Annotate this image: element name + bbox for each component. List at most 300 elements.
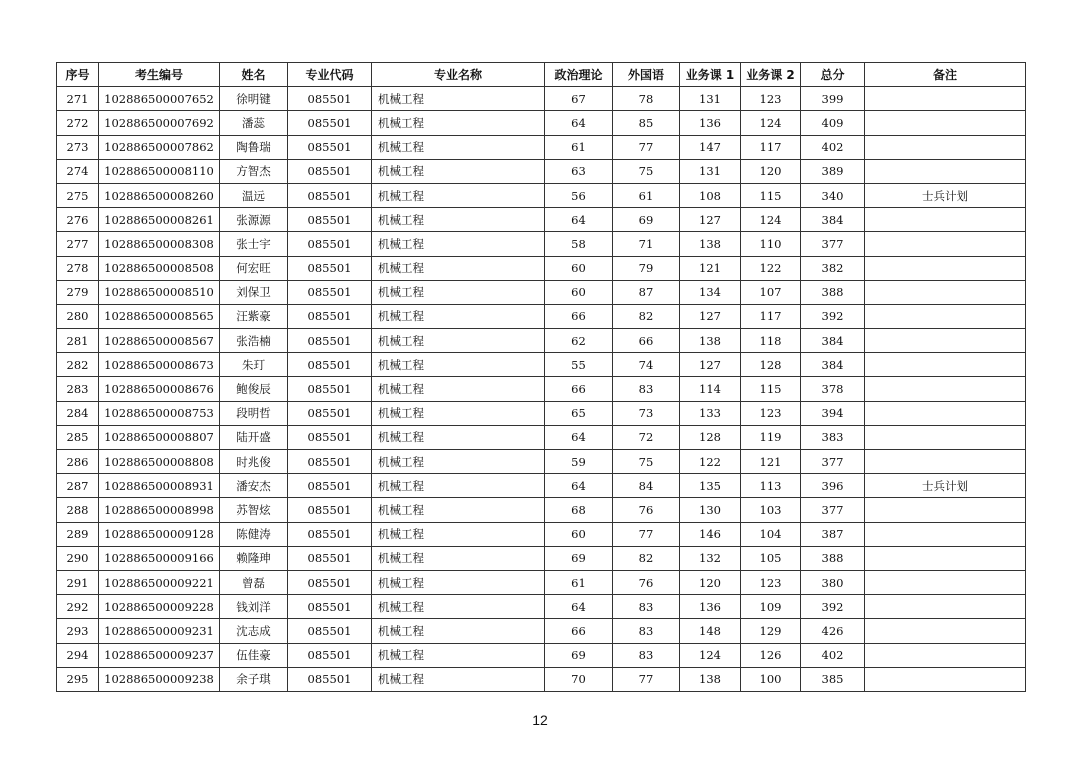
cell-total: 384 <box>801 208 865 232</box>
cell-course-2: 115 <box>741 377 801 401</box>
cell-foreign-language: 61 <box>613 183 680 207</box>
cell-course-2: 113 <box>741 474 801 498</box>
cell-course-1: 131 <box>680 159 741 183</box>
cell-foreign-language: 71 <box>613 232 680 256</box>
cell-exam-id: 102886500007652 <box>99 87 220 111</box>
table-row <box>57 280 1026 304</box>
cell-politics: 66 <box>545 377 613 401</box>
cell-major-code: 085501 <box>288 474 372 498</box>
cell-exam-id: 102886500009221 <box>99 570 220 594</box>
cell-remarks <box>865 111 1026 135</box>
table-row <box>57 377 1026 401</box>
cell-major-name: 机械工程 <box>372 643 545 667</box>
cell-course-1: 134 <box>680 280 741 304</box>
cell-major-code: 085501 <box>288 619 372 643</box>
table-row <box>57 208 1026 232</box>
cell-politics: 63 <box>545 159 613 183</box>
cell-total: 340 <box>801 183 865 207</box>
col-header-remarks: 备注 <box>865 63 1026 87</box>
cell-major-code: 085501 <box>288 667 372 691</box>
cell-name: 刘保卫 <box>220 280 288 304</box>
cell-course-2: 123 <box>741 401 801 425</box>
cell-seq: 289 <box>57 522 99 546</box>
cell-major-code: 085501 <box>288 570 372 594</box>
cell-total: 377 <box>801 450 865 474</box>
cell-politics: 69 <box>545 546 613 570</box>
cell-exam-id: 102886500009237 <box>99 643 220 667</box>
table-row <box>57 353 1026 377</box>
table-row <box>57 498 1026 522</box>
cell-course-2: 105 <box>741 546 801 570</box>
cell-seq: 287 <box>57 474 99 498</box>
cell-foreign-language: 78 <box>613 87 680 111</box>
cell-course-2: 119 <box>741 425 801 449</box>
table-row <box>57 183 1026 207</box>
col-header-total: 总分 <box>801 63 865 87</box>
cell-exam-id: 102886500008673 <box>99 353 220 377</box>
table-row <box>57 425 1026 449</box>
cell-major-code: 085501 <box>288 401 372 425</box>
cell-politics: 69 <box>545 643 613 667</box>
table-row <box>57 643 1026 667</box>
cell-major-name: 机械工程 <box>372 667 545 691</box>
cell-remarks <box>865 425 1026 449</box>
cell-politics: 65 <box>545 401 613 425</box>
cell-name: 苏智炫 <box>220 498 288 522</box>
cell-exam-id: 102886500008998 <box>99 498 220 522</box>
cell-remarks: 士兵计划 <box>865 183 1026 207</box>
cell-course-1: 138 <box>680 667 741 691</box>
cell-seq: 292 <box>57 595 99 619</box>
cell-course-1: 127 <box>680 304 741 328</box>
cell-seq: 279 <box>57 280 99 304</box>
cell-seq: 271 <box>57 87 99 111</box>
cell-major-name: 机械工程 <box>372 304 545 328</box>
cell-name: 段明哲 <box>220 401 288 425</box>
cell-course-2: 117 <box>741 135 801 159</box>
cell-exam-id: 102886500009238 <box>99 667 220 691</box>
cell-politics: 61 <box>545 135 613 159</box>
table-row <box>57 329 1026 353</box>
cell-major-code: 085501 <box>288 377 372 401</box>
cell-course-1: 147 <box>680 135 741 159</box>
cell-seq: 277 <box>57 232 99 256</box>
cell-total: 392 <box>801 595 865 619</box>
cell-course-1: 132 <box>680 546 741 570</box>
cell-foreign-language: 77 <box>613 522 680 546</box>
cell-major-code: 085501 <box>288 498 372 522</box>
cell-politics: 60 <box>545 522 613 546</box>
cell-exam-id: 102886500009128 <box>99 522 220 546</box>
cell-politics: 60 <box>545 256 613 280</box>
cell-total: 394 <box>801 401 865 425</box>
cell-course-1: 120 <box>680 570 741 594</box>
cell-total: 409 <box>801 111 865 135</box>
cell-foreign-language: 74 <box>613 353 680 377</box>
cell-total: 402 <box>801 643 865 667</box>
cell-politics: 64 <box>545 208 613 232</box>
cell-course-1: 131 <box>680 87 741 111</box>
cell-remarks <box>865 546 1026 570</box>
cell-politics: 70 <box>545 667 613 691</box>
cell-total: 388 <box>801 546 865 570</box>
cell-major-code: 085501 <box>288 183 372 207</box>
cell-major-code: 085501 <box>288 135 372 159</box>
cell-total: 402 <box>801 135 865 159</box>
col-header-seq: 序号 <box>57 63 99 87</box>
cell-major-code: 085501 <box>288 329 372 353</box>
cell-exam-id: 102886500008753 <box>99 401 220 425</box>
cell-name: 曾磊 <box>220 570 288 594</box>
cell-major-name: 机械工程 <box>372 353 545 377</box>
cell-remarks <box>865 450 1026 474</box>
cell-name: 陶鲁瑞 <box>220 135 288 159</box>
cell-seq: 282 <box>57 353 99 377</box>
cell-major-code: 085501 <box>288 111 372 135</box>
cell-major-name: 机械工程 <box>372 522 545 546</box>
cell-exam-id: 102886500008110 <box>99 159 220 183</box>
cell-foreign-language: 83 <box>613 595 680 619</box>
table-row <box>57 450 1026 474</box>
cell-remarks <box>865 208 1026 232</box>
cell-remarks <box>865 498 1026 522</box>
cell-course-2: 121 <box>741 450 801 474</box>
cell-exam-id: 102886500007692 <box>99 111 220 135</box>
cell-seq: 285 <box>57 425 99 449</box>
cell-major-name: 机械工程 <box>372 111 545 135</box>
cell-course-2: 128 <box>741 353 801 377</box>
cell-major-name: 机械工程 <box>372 474 545 498</box>
cell-politics: 59 <box>545 450 613 474</box>
cell-course-1: 135 <box>680 474 741 498</box>
cell-foreign-language: 82 <box>613 546 680 570</box>
cell-seq: 278 <box>57 256 99 280</box>
cell-exam-id: 102886500008931 <box>99 474 220 498</box>
cell-major-code: 085501 <box>288 87 372 111</box>
cell-seq: 283 <box>57 377 99 401</box>
cell-major-name: 机械工程 <box>372 87 545 111</box>
cell-exam-id: 102886500008567 <box>99 329 220 353</box>
cell-foreign-language: 79 <box>613 256 680 280</box>
cell-total: 389 <box>801 159 865 183</box>
cell-major-code: 085501 <box>288 450 372 474</box>
cell-seq: 295 <box>57 667 99 691</box>
cell-major-code: 085501 <box>288 595 372 619</box>
cell-major-code: 085501 <box>288 304 372 328</box>
cell-course-2: 110 <box>741 232 801 256</box>
cell-politics: 67 <box>545 87 613 111</box>
cell-name: 鲍俊辰 <box>220 377 288 401</box>
cell-exam-id: 102886500008260 <box>99 183 220 207</box>
cell-foreign-language: 77 <box>613 667 680 691</box>
cell-course-2: 123 <box>741 87 801 111</box>
cell-course-1: 130 <box>680 498 741 522</box>
table-row <box>57 570 1026 594</box>
admission-score-table <box>56 62 1026 692</box>
table-row <box>57 304 1026 328</box>
col-header-foreign-language: 外国语 <box>613 63 680 87</box>
cell-foreign-language: 82 <box>613 304 680 328</box>
col-header-politics: 政治理论 <box>545 63 613 87</box>
cell-politics: 64 <box>545 474 613 498</box>
cell-major-name: 机械工程 <box>372 159 545 183</box>
cell-exam-id: 102886500008676 <box>99 377 220 401</box>
cell-foreign-language: 76 <box>613 498 680 522</box>
cell-major-code: 085501 <box>288 280 372 304</box>
cell-foreign-language: 76 <box>613 570 680 594</box>
cell-remarks <box>865 232 1026 256</box>
cell-major-name: 机械工程 <box>372 595 545 619</box>
cell-major-name: 机械工程 <box>372 280 545 304</box>
header-row <box>57 63 1026 87</box>
cell-name: 陆开盛 <box>220 425 288 449</box>
cell-name: 潘蕊 <box>220 111 288 135</box>
cell-course-2: 124 <box>741 111 801 135</box>
cell-course-2: 124 <box>741 208 801 232</box>
cell-course-1: 133 <box>680 401 741 425</box>
table-body <box>57 87 1026 692</box>
cell-course-2: 100 <box>741 667 801 691</box>
cell-foreign-language: 69 <box>613 208 680 232</box>
cell-name: 时兆俊 <box>220 450 288 474</box>
cell-seq: 288 <box>57 498 99 522</box>
cell-course-1: 146 <box>680 522 741 546</box>
cell-exam-id: 102886500009166 <box>99 546 220 570</box>
cell-total: 392 <box>801 304 865 328</box>
cell-major-code: 085501 <box>288 208 372 232</box>
cell-name: 沈志成 <box>220 619 288 643</box>
cell-seq: 293 <box>57 619 99 643</box>
cell-course-1: 128 <box>680 425 741 449</box>
cell-course-2: 126 <box>741 643 801 667</box>
cell-name: 温远 <box>220 183 288 207</box>
cell-course-2: 104 <box>741 522 801 546</box>
cell-politics: 64 <box>545 595 613 619</box>
cell-major-name: 机械工程 <box>372 619 545 643</box>
cell-seq: 272 <box>57 111 99 135</box>
cell-seq: 281 <box>57 329 99 353</box>
cell-major-name: 机械工程 <box>372 425 545 449</box>
cell-course-1: 108 <box>680 183 741 207</box>
cell-course-2: 129 <box>741 619 801 643</box>
cell-foreign-language: 83 <box>613 643 680 667</box>
cell-foreign-language: 83 <box>613 377 680 401</box>
cell-major-code: 085501 <box>288 256 372 280</box>
cell-course-1: 138 <box>680 329 741 353</box>
cell-seq: 286 <box>57 450 99 474</box>
cell-major-name: 机械工程 <box>372 450 545 474</box>
cell-total: 399 <box>801 87 865 111</box>
cell-name: 余子琪 <box>220 667 288 691</box>
cell-seq: 291 <box>57 570 99 594</box>
cell-total: 426 <box>801 619 865 643</box>
cell-major-name: 机械工程 <box>372 183 545 207</box>
cell-course-2: 109 <box>741 595 801 619</box>
cell-major-code: 085501 <box>288 546 372 570</box>
cell-course-2: 120 <box>741 159 801 183</box>
cell-total: 377 <box>801 498 865 522</box>
cell-foreign-language: 66 <box>613 329 680 353</box>
cell-course-1: 122 <box>680 450 741 474</box>
cell-major-code: 085501 <box>288 159 372 183</box>
cell-course-2: 122 <box>741 256 801 280</box>
cell-course-1: 124 <box>680 643 741 667</box>
cell-seq: 275 <box>57 183 99 207</box>
cell-politics: 68 <box>545 498 613 522</box>
cell-total: 378 <box>801 377 865 401</box>
cell-course-1: 114 <box>680 377 741 401</box>
cell-remarks <box>865 377 1026 401</box>
cell-foreign-language: 83 <box>613 619 680 643</box>
cell-total: 384 <box>801 329 865 353</box>
cell-seq: 274 <box>57 159 99 183</box>
cell-major-code: 085501 <box>288 522 372 546</box>
cell-remarks <box>865 353 1026 377</box>
col-header-exam-id: 考生编号 <box>99 63 220 87</box>
cell-foreign-language: 75 <box>613 450 680 474</box>
table-row <box>57 256 1026 280</box>
cell-name: 赖隆珅 <box>220 546 288 570</box>
table-row <box>57 159 1026 183</box>
cell-remarks <box>865 667 1026 691</box>
cell-exam-id: 102886500008565 <box>99 304 220 328</box>
table-row <box>57 111 1026 135</box>
cell-remarks <box>865 643 1026 667</box>
cell-name: 汪紫豪 <box>220 304 288 328</box>
cell-course-1: 127 <box>680 208 741 232</box>
table-row <box>57 619 1026 643</box>
cell-course-2: 107 <box>741 280 801 304</box>
cell-major-code: 085501 <box>288 425 372 449</box>
cell-total: 388 <box>801 280 865 304</box>
cell-total: 385 <box>801 667 865 691</box>
cell-politics: 66 <box>545 304 613 328</box>
cell-major-name: 机械工程 <box>372 401 545 425</box>
cell-major-name: 机械工程 <box>372 208 545 232</box>
cell-remarks <box>865 135 1026 159</box>
cell-politics: 62 <box>545 329 613 353</box>
cell-remarks <box>865 159 1026 183</box>
cell-total: 380 <box>801 570 865 594</box>
cell-foreign-language: 72 <box>613 425 680 449</box>
cell-total: 377 <box>801 232 865 256</box>
page-number: 12 <box>532 712 548 728</box>
cell-major-name: 机械工程 <box>372 498 545 522</box>
table-row <box>57 135 1026 159</box>
cell-remarks <box>865 595 1026 619</box>
cell-remarks <box>865 304 1026 328</box>
cell-seq: 290 <box>57 546 99 570</box>
cell-name: 伍佳豪 <box>220 643 288 667</box>
cell-major-name: 机械工程 <box>372 135 545 159</box>
cell-major-name: 机械工程 <box>372 570 545 594</box>
cell-course-2: 118 <box>741 329 801 353</box>
cell-politics: 64 <box>545 111 613 135</box>
cell-politics: 55 <box>545 353 613 377</box>
table-row <box>57 232 1026 256</box>
cell-remarks <box>865 570 1026 594</box>
table-row <box>57 522 1026 546</box>
cell-exam-id: 102886500008508 <box>99 256 220 280</box>
col-header-major-code: 专业代码 <box>288 63 372 87</box>
cell-major-name: 机械工程 <box>372 329 545 353</box>
cell-remarks: 士兵计划 <box>865 474 1026 498</box>
cell-major-name: 机械工程 <box>372 256 545 280</box>
cell-seq: 273 <box>57 135 99 159</box>
cell-politics: 56 <box>545 183 613 207</box>
cell-major-code: 085501 <box>288 643 372 667</box>
cell-name: 张士宇 <box>220 232 288 256</box>
cell-name: 朱玎 <box>220 353 288 377</box>
cell-politics: 60 <box>545 280 613 304</box>
col-header-course-2: 业务课 2 <box>741 63 801 87</box>
cell-seq: 284 <box>57 401 99 425</box>
cell-name: 张源源 <box>220 208 288 232</box>
cell-course-2: 117 <box>741 304 801 328</box>
cell-course-1: 138 <box>680 232 741 256</box>
table-row <box>57 546 1026 570</box>
cell-exam-id: 102886500008261 <box>99 208 220 232</box>
cell-foreign-language: 73 <box>613 401 680 425</box>
table-row <box>57 87 1026 111</box>
cell-course-1: 136 <box>680 595 741 619</box>
cell-name: 张浩楠 <box>220 329 288 353</box>
cell-remarks <box>865 87 1026 111</box>
cell-major-name: 机械工程 <box>372 377 545 401</box>
cell-exam-id: 102886500009228 <box>99 595 220 619</box>
cell-course-1: 121 <box>680 256 741 280</box>
cell-seq: 280 <box>57 304 99 328</box>
table-row <box>57 474 1026 498</box>
cell-total: 387 <box>801 522 865 546</box>
cell-remarks <box>865 280 1026 304</box>
cell-name: 何宏旺 <box>220 256 288 280</box>
cell-name: 方智杰 <box>220 159 288 183</box>
cell-course-2: 103 <box>741 498 801 522</box>
cell-politics: 64 <box>545 425 613 449</box>
cell-exam-id: 102886500007862 <box>99 135 220 159</box>
col-header-major-name: 专业名称 <box>372 63 545 87</box>
table-row <box>57 401 1026 425</box>
cell-seq: 276 <box>57 208 99 232</box>
cell-foreign-language: 77 <box>613 135 680 159</box>
cell-name: 钱刘洋 <box>220 595 288 619</box>
cell-remarks <box>865 329 1026 353</box>
cell-foreign-language: 87 <box>613 280 680 304</box>
cell-foreign-language: 84 <box>613 474 680 498</box>
cell-name: 徐明键 <box>220 87 288 111</box>
col-header-course-1: 业务课 1 <box>680 63 741 87</box>
cell-politics: 61 <box>545 570 613 594</box>
cell-major-name: 机械工程 <box>372 546 545 570</box>
cell-total: 383 <box>801 425 865 449</box>
cell-remarks <box>865 522 1026 546</box>
cell-exam-id: 102886500008510 <box>99 280 220 304</box>
cell-politics: 66 <box>545 619 613 643</box>
cell-name: 潘安杰 <box>220 474 288 498</box>
cell-remarks <box>865 401 1026 425</box>
cell-foreign-language: 75 <box>613 159 680 183</box>
cell-exam-id: 102886500009231 <box>99 619 220 643</box>
cell-remarks <box>865 256 1026 280</box>
col-header-name: 姓名 <box>220 63 288 87</box>
cell-exam-id: 102886500008807 <box>99 425 220 449</box>
cell-total: 382 <box>801 256 865 280</box>
cell-exam-id: 102886500008308 <box>99 232 220 256</box>
cell-course-2: 115 <box>741 183 801 207</box>
cell-course-1: 127 <box>680 353 741 377</box>
cell-seq: 294 <box>57 643 99 667</box>
